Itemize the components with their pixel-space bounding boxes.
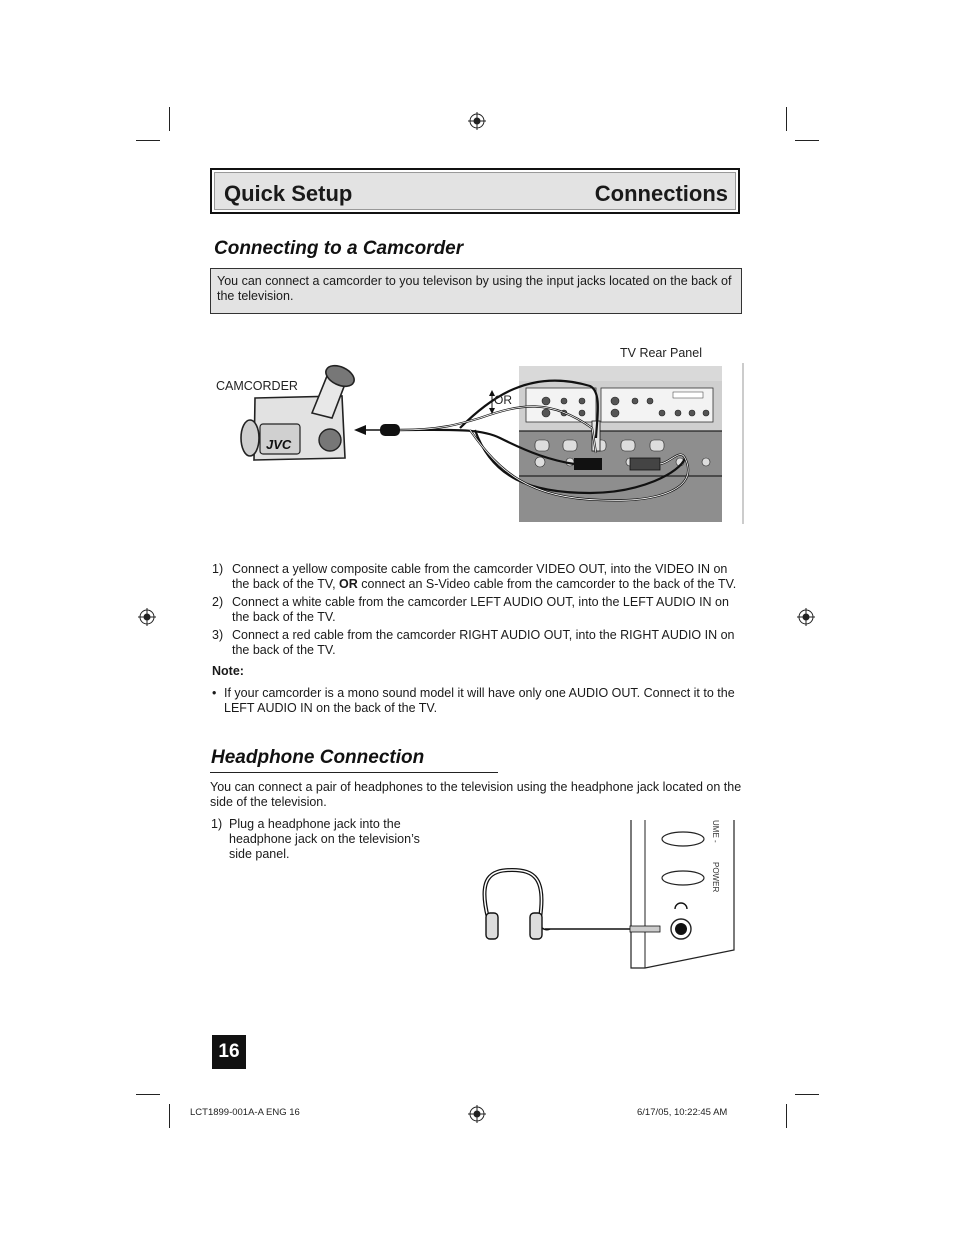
step-text: Connect a red cable from the camcorder RIGHT AUDIO OUT, into the RIGHT AUDIO IN on the back of the TV. bbox=[232, 628, 735, 657]
step-text: Connect a white cable from the camcorder LEFT AUDIO OUT, into the LEFT AUDIO IN on the back of the TV. bbox=[232, 595, 729, 624]
headphone-connection-diagram bbox=[470, 818, 740, 973]
camcorder-icon bbox=[241, 362, 357, 460]
volume-button bbox=[662, 832, 704, 846]
crop-mark bbox=[795, 140, 819, 141]
crop-mark bbox=[169, 1104, 170, 1128]
crop-mark bbox=[136, 140, 160, 141]
page-number: 16 bbox=[212, 1035, 246, 1069]
section-underline bbox=[210, 772, 498, 773]
crop-mark bbox=[786, 1104, 787, 1128]
step-number: 3) bbox=[212, 628, 224, 642]
camcorder-steps-list bbox=[212, 562, 744, 661]
note-item bbox=[212, 686, 756, 716]
tv-rear-panel-label: TV Rear Panel bbox=[620, 346, 702, 360]
footer-left: LCT1899-001A-A ENG 16 bbox=[190, 1107, 300, 1118]
or-label: OR bbox=[494, 393, 512, 407]
registration-mark-icon bbox=[468, 1105, 486, 1123]
power-button bbox=[662, 871, 704, 885]
footer-right: 6/17/05, 10:22:45 AM bbox=[637, 1107, 728, 1118]
registration-mark-icon bbox=[138, 608, 156, 626]
headphone-step bbox=[211, 817, 431, 862]
step-text: Plug a headphone jack into the headphone jack on the television’s side panel. bbox=[229, 817, 420, 861]
header-left-title: Quick Setup bbox=[224, 181, 353, 206]
crop-mark bbox=[786, 107, 787, 131]
headphones-icon bbox=[484, 870, 542, 939]
camcorder-section-title: Connecting to a Camcorder bbox=[214, 238, 464, 259]
step-text: connect an S-Video cable from the camcorder to the back of the TV. bbox=[357, 577, 737, 591]
crop-mark bbox=[795, 1094, 819, 1095]
crop-mark bbox=[136, 1094, 160, 1095]
headphone-section-title: Headphone Connection bbox=[211, 747, 425, 768]
step-bold-text: OR bbox=[339, 577, 358, 591]
camcorder-label: CAMCORDER bbox=[216, 379, 298, 393]
note-label: Note: bbox=[212, 664, 244, 678]
headphone-intro-text: You can connect a pair of headphones to the television using the headphone jack located on the side of the television. bbox=[210, 780, 742, 809]
registration-mark-icon bbox=[797, 608, 815, 626]
registration-mark-icon bbox=[468, 112, 486, 130]
step-number: 2) bbox=[212, 595, 224, 609]
power-label: POWER bbox=[711, 862, 720, 893]
volume-label: UME - bbox=[711, 820, 720, 843]
list-item bbox=[212, 595, 744, 625]
list-item bbox=[212, 628, 744, 658]
step-text: Connect a yellow composite cable from the camcorder VIDEO OUT, into the VIDEO IN on the back of the TV, bbox=[232, 562, 728, 591]
note-text: If your camcorder is a mono sound model it will have only one AUDIO OUT. Connect it to the LEFT AUDIO IN on the back of the TV. bbox=[224, 686, 735, 715]
list-item bbox=[212, 562, 744, 592]
step-number: 1) bbox=[212, 562, 224, 576]
camcorder-connection-diagram bbox=[230, 358, 750, 528]
header-right-title: Connections bbox=[594, 181, 728, 206]
camcorder-intro-box: You can connect a camcorder to you televison by using the input jacks located on the back of the television. bbox=[210, 268, 742, 314]
jvc-brand-label: JVC bbox=[266, 437, 292, 452]
page-header bbox=[210, 168, 740, 214]
input-jack-plate bbox=[526, 388, 596, 422]
bullet-icon: • bbox=[212, 686, 217, 700]
crop-mark bbox=[169, 107, 170, 131]
step-number: 1) bbox=[211, 817, 223, 831]
